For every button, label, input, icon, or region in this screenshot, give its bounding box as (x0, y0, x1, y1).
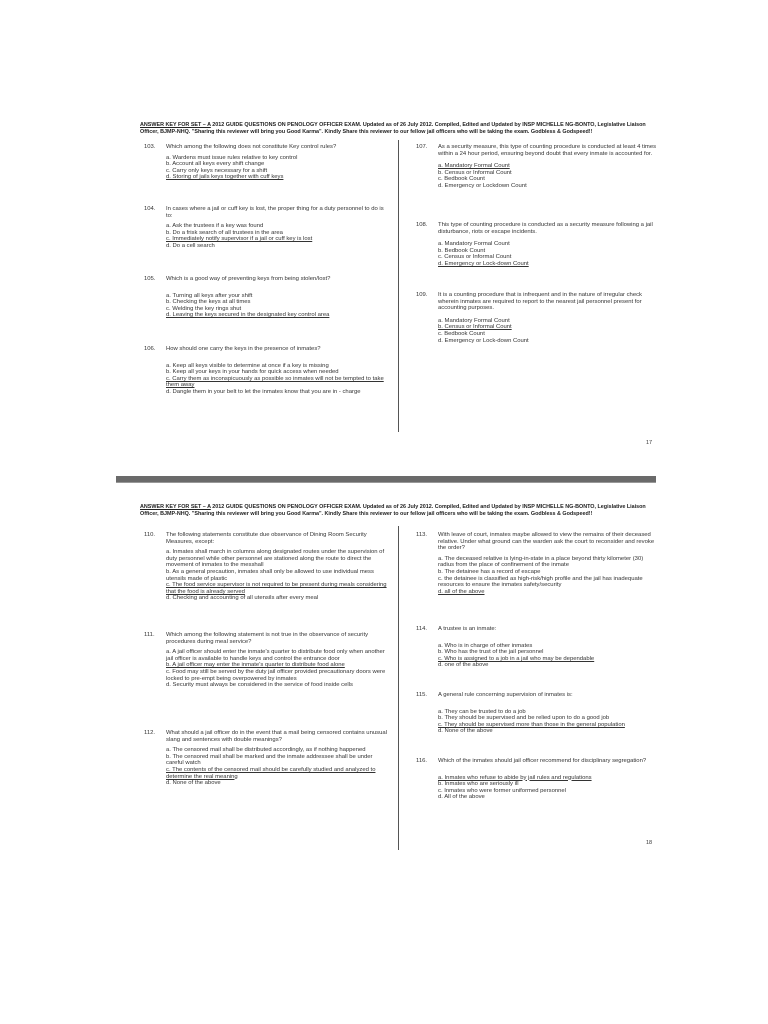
option: b. The censored mail shall be marked and the inmate addressee shall be under careful watch (166, 753, 373, 767)
correct-option: d. Emergency or Lock-down Count (438, 260, 529, 267)
page-header (140, 122, 660, 136)
options-list (438, 556, 658, 596)
header-text: 2012 GUIDE QUESTIONS ON PENOLOGY OFFICER EXAM. Updated as of 26 July 2012. Compiled, Edited and Updated by INSP MICHELLE NG-BONTO, Legislative Liaison Officer, BJMP-NHQ. "Sharing this reviewer will bring you Good Karma". Kindly Share this reviewer to our fellow jail officers who will be taking the exam. Godbless & Godspeed!! (140, 122, 646, 135)
option: b. Census or Informal Count (438, 169, 512, 176)
option: b. Who has the trust of the jail personnel (438, 649, 544, 656)
question-stem: Which of the inmates should jail officer recommend for disciplinary segregation? (438, 758, 647, 764)
correct-option: c. Carry them as inconspicuously as possible so inmates will not be tempted to take them away (166, 375, 384, 389)
question-103 (140, 144, 390, 181)
question-stem: With leave of court, inmates maybe allowed to view the remains of their deceased relative. Under what ground can the warden ask the court to reconsider and revoke the order? (438, 532, 655, 552)
question-stem: As a security measure, this type of counting procedure is conducted at least 4 times within a 24 hour period, ensuring beyond doubt that every inmate is accounted for. (438, 144, 657, 157)
options-list (438, 775, 658, 801)
question-number: 115. (416, 692, 428, 698)
question-stem: A trustee is an inmate: (438, 626, 497, 632)
options-list (166, 293, 390, 319)
question-number: 103. (144, 144, 156, 150)
question-stem: Which is a good way of preventing keys from being stolen/lost? (166, 276, 331, 282)
option: a. They can be trusted to do a job (438, 708, 526, 715)
option: c. Food may still be served by the duty jail officer provided precautionary doors were locked to pre-empt being overpowered by inmates (166, 668, 386, 682)
option: b. Checking the keys at all times (166, 299, 251, 306)
option: b. Keep all your keys in your hands for quick access when needed (166, 369, 339, 376)
option: a. Keep all keys visible to determine at once if a key is missing (166, 362, 329, 369)
question-number: 112. (144, 730, 156, 736)
question-111 (140, 632, 390, 689)
options-list (166, 223, 390, 249)
options-list (438, 241, 658, 267)
options-list (166, 747, 390, 787)
option: a. Mandatory Formal Count (438, 317, 510, 324)
question-number: 110. (144, 532, 156, 538)
option: c. Census or Informal Count (438, 254, 512, 261)
question-number: 104. (144, 206, 156, 212)
question-stem: The following statements constitute due observance of Dining Room Security Measures, except: (166, 532, 367, 545)
question-115 (412, 692, 658, 735)
options-list (166, 649, 390, 689)
question-number: 106. (144, 346, 156, 352)
header-lead: ANSWER KEY FOR SET – A (140, 122, 211, 128)
option: b. Do a frisk search of all trustees in the area (166, 229, 283, 236)
question-116 (412, 758, 658, 801)
page-header (140, 504, 660, 518)
question-105 (140, 276, 390, 319)
question-stem: This type of counting procedure is conducted as a security measure following a jail disturbance, riots or escape incidents. (438, 222, 653, 235)
column-divider (398, 526, 399, 850)
option: a. A jail officer should enter the inmate's quarter to distribute food only when another jail officer is available to handle keys and control the entrance door (166, 649, 385, 662)
question-113 (412, 532, 658, 595)
option: a. Ask the trustees if a key was found (166, 223, 264, 230)
page-number: 17 (646, 440, 653, 446)
question-108 (412, 222, 658, 268)
options-list (166, 155, 390, 181)
question-stem: It is a counting procedure that is infrequent and in the nature of irregular check wherein inmates are required to report to the nearest jail personnel present for accounting purposes. (438, 292, 643, 312)
options-list (438, 643, 658, 669)
options-list (438, 163, 658, 189)
question-114 (412, 626, 658, 669)
option: c. Carry only keys necessary for a shift (166, 167, 268, 174)
option: a. The deceased relative is lying-in-state in a place beyond thirty kilometer (30) radius from the place of confinement of the inmate (438, 555, 644, 569)
correct-option: c. The contents of the censored mail should be carefully studied and analyzed to determine the real meaning (166, 766, 376, 780)
page-18 (0, 482, 768, 1024)
page-number: 18 (646, 840, 653, 846)
option: a. Wardens must issue rules relative to key control (166, 154, 298, 161)
option: d. All of the above (438, 794, 485, 801)
question-number: 113. (416, 532, 428, 538)
option: d. Checking and accounting of all utensils after every meal (166, 595, 319, 602)
option: d. Security must always be considered in the service of food inside cells (166, 682, 353, 689)
options-list (438, 318, 658, 344)
option: d. None of the above (438, 728, 493, 735)
question-106 (140, 346, 390, 396)
question-107 (412, 144, 658, 190)
question-stem: A general rule concerning supervision of inmates is: (438, 692, 573, 698)
question-stem: What should a jail officer do in the event that a mail being censored contains unusual slang and sentences with double meanings? (166, 730, 387, 743)
option: b. Bedbook Count (438, 247, 486, 254)
option: d. Emergency or Lockdown Count (438, 182, 527, 189)
option: b. The detainee has a record of escape (438, 568, 541, 575)
option: d. Dangle them in your belt to let the inmates know that you are in - charge (166, 388, 361, 395)
correct-option: d. all of the above (438, 588, 485, 595)
question-109 (412, 292, 658, 344)
question-stem: Which among the following does not constitute Key control rules? (166, 144, 337, 150)
question-110 (140, 532, 390, 602)
correct-option: a. Mandatory Formal Count (438, 163, 510, 170)
question-112 (140, 730, 390, 787)
option: c. Welding the key rings shut (166, 305, 242, 312)
correct-option: c. Immediately notify supervisor if a jail or cuff key is lost (166, 236, 313, 243)
option: d. None of the above (166, 780, 221, 787)
option: c. Bedbook Count (438, 330, 485, 337)
option: a. Turning all keys after your shift (166, 292, 253, 299)
option: a. Mandatory Formal Count (438, 241, 510, 248)
option: d. Emergency or Lock-down Count (438, 337, 529, 344)
option: a. Inmates shall march in columns along designated routes under the supervision of duty personnel while other personnel are stationed along the route to direct the movement of inmates to the messhall (166, 549, 385, 569)
options-list (166, 363, 390, 396)
correct-option: b. A jail officer may enter the inmate's quarter to distribute food alone (166, 662, 345, 669)
question-stem: Which among the following statement is not true in the observance of security procedures during meal service? (166, 632, 369, 645)
option: c. Bedbook Count (438, 176, 485, 183)
option: d. Do a cell search (166, 242, 215, 249)
correct-option: a. Inmates who refuse to abide by jail rules and regulations (438, 774, 592, 781)
question-number: 109. (416, 292, 428, 298)
option: c. Inmates who were former uniformed personnel (438, 787, 567, 794)
correct-option: b. Census or Informal Count (438, 324, 512, 331)
question-number: 111. (144, 632, 155, 638)
header-text: 2012 GUIDE QUESTIONS ON PENOLOGY OFFICER EXAM. Updated as of 26 July 2012. Compiled, Edited and Updated by INSP MICHELLE NG-BONTO, Legislative Liaison Officer, BJMP-NHQ. "Sharing this reviewer will bring you Good Karma". Kindly Share this reviewer to our fellow jail officers who will be taking the exam. Godbless & Godspeed!! (140, 504, 646, 517)
question-stem: In cases where a jail or cuff key is lost, the proper thing for a duty personnel to do is to: (166, 206, 384, 219)
option: a. The censored mail shall be distributed accordingly, as if nothing happened (166, 747, 366, 754)
correct-option: c. The food service supervisor is not required to be present during meals considering that the food is already served (166, 582, 387, 595)
option: c. the detainee is classified as high-risk/high profile and the jail has inadequate resources to ensure the inmates safety/security (438, 575, 643, 589)
question-104 (140, 206, 390, 250)
option: b. Inmates who are seriously ill (438, 781, 519, 788)
option: a. Who is in charge of other inmates (438, 642, 533, 649)
correct-option: d. Leaving the keys secured in the designated key control area (166, 312, 330, 319)
question-number: 116. (416, 758, 428, 764)
correct-option: c. Who is assigned to a job in a jail who may be dependable (438, 655, 595, 662)
page-17 (0, 0, 768, 476)
options-list (166, 549, 390, 602)
correct-option: d. Storing of jails keys together with cuff keys (166, 174, 284, 181)
question-number: 105. (144, 276, 156, 282)
column-divider (398, 140, 399, 432)
correct-option: c. They should be supervised more than those in the general population (438, 721, 625, 728)
question-number: 107. (416, 144, 428, 150)
option: d. one of the above (438, 662, 489, 669)
options-list (438, 709, 658, 735)
option: b. They should be supervised and be relied upon to do a good job (438, 715, 610, 722)
option: b. As a general precaution, inmates shall only be allowed to use individual mess utensils made of plastic (166, 568, 374, 582)
question-number: 114. (416, 626, 428, 632)
header-lead: ANSWER KEY FOR SET – A (140, 504, 211, 510)
question-stem: How should one carry the keys in the presence of inmates? (166, 346, 321, 352)
question-number: 108. (416, 222, 428, 228)
option: b. Account all keys every shift change (166, 161, 265, 168)
